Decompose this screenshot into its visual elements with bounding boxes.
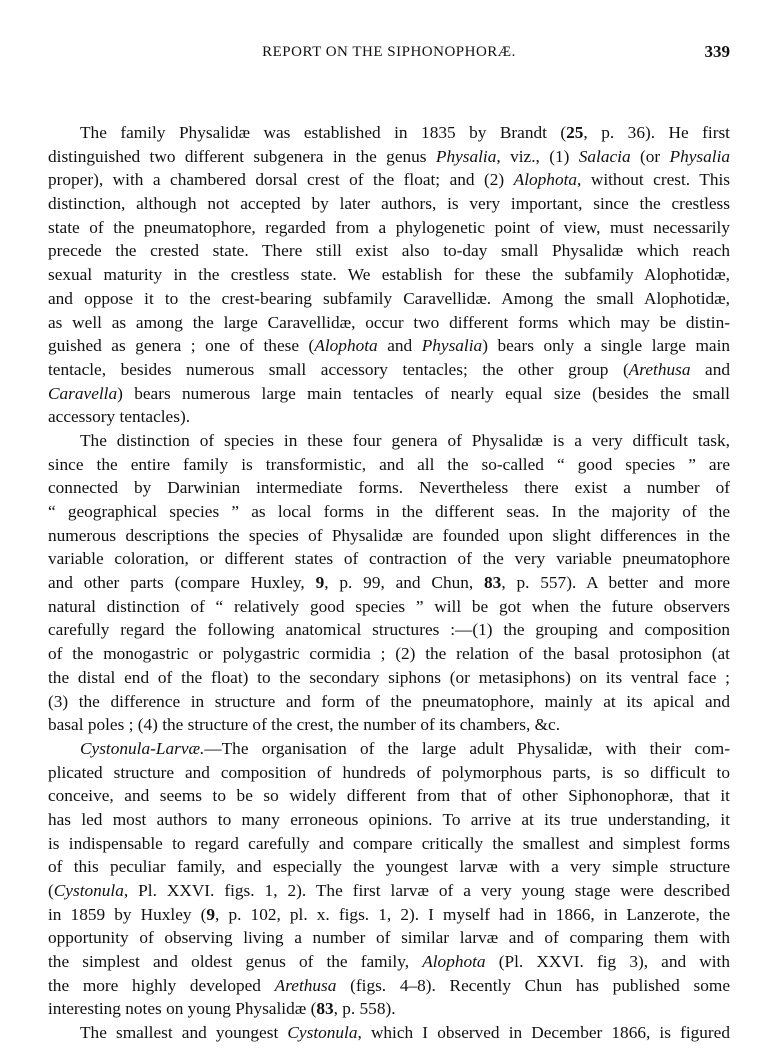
text-line: [48, 974, 730, 998]
text-run: of this peculiar family, and especially the youngest larvæ with a very simple structure: [48, 857, 730, 877]
text-line: [48, 500, 730, 524]
text-run: (Pl. XXVI. fig 3), and with: [485, 952, 730, 972]
reference-number: 9: [206, 904, 216, 924]
italic-term: Physalia: [669, 146, 731, 166]
text-run: numerous descriptions the species of Physalidæ are founded upon slight differences in the: [48, 525, 730, 545]
text-run: as well as among the large Caravellidæ, occur two different forms which may be distin-: [48, 312, 730, 332]
text-line: [48, 571, 730, 595]
text-line: [48, 216, 730, 240]
reference-number: 25: [566, 123, 584, 142]
text-run: natural distinction of “ relatively good species ” will be got when the future observers: [48, 596, 730, 616]
text-run: interesting notes on young Physalidæ (: [48, 999, 317, 1019]
text-line: [48, 950, 730, 974]
running-header: [48, 42, 730, 66]
text-run: accessory tentacles).: [48, 407, 191, 427]
text-run: , p. 102, pl. x. figs. 1, 2). I myself had in 1866, in Lanzerote, the: [215, 904, 730, 924]
paragraph: [48, 1021, 730, 1045]
text-line: [48, 855, 730, 879]
running-title: REPORT ON THE SIPHONOPHORÆ.: [262, 44, 516, 60]
text-line: [48, 287, 730, 311]
text-run: is indispensable to regard carefully and compare critically the smallest and simplest forms: [48, 833, 730, 853]
text-line: [48, 832, 730, 856]
text-run: carefully regard the following anatomical structures :—(1) the grouping and composition: [48, 620, 730, 640]
text-run: guished as genera ; one of these (: [48, 336, 315, 356]
text-line: [48, 121, 730, 145]
text-run: basal poles ; (4) the structure of the crest, the number of its chambers, &c.: [48, 715, 561, 735]
paragraph: [48, 121, 730, 429]
text-run: in 1859 by Huxley (: [48, 904, 207, 924]
italic-term: Alophota: [513, 170, 578, 190]
text-line: [48, 642, 730, 666]
text-run: and other parts (compare Huxley,: [48, 573, 316, 593]
text-run: and: [690, 359, 730, 379]
text-line: [48, 761, 730, 785]
text-line: [48, 737, 730, 761]
text-line: [48, 784, 730, 808]
text-line: [48, 405, 730, 429]
text-run: of the monogastric or polygastric cormidia ; (2) the relation of the basal protosiphon (at: [48, 644, 730, 664]
text-line: [48, 382, 730, 406]
text-line: [48, 192, 730, 216]
text-run: distinction, although not accepted by later authors, is very important, since the crestless: [48, 194, 730, 214]
text-run: connected by Darwinian intermediate forms. Nevertheless there exist a number of: [48, 478, 730, 498]
italic-term: Arethusa: [274, 975, 337, 995]
text-run: plicated structure and composition of hundreds of polymorphous parts, is so difficult to: [48, 762, 730, 782]
text-run: sexual maturity in the crestless state. We establish for these the subfamily Alophotidæ,: [48, 265, 730, 285]
text-run: (: [48, 881, 54, 900]
text-line: [48, 429, 730, 453]
text-line: [48, 997, 730, 1021]
text-run: (3) the difference in structure and form of the pneumatophore, mainly at its apical and: [48, 691, 730, 711]
text-run: , without crest. This: [577, 170, 730, 190]
text-run: has led most authors to many erroneous opinions. To arrive at its true understanding, it: [48, 809, 730, 829]
text-line: [48, 239, 730, 263]
text-line: [48, 903, 730, 927]
text-line: [48, 311, 730, 335]
text-line: [48, 618, 730, 642]
text-run: , p. 36). He first: [583, 123, 730, 142]
paragraph: [48, 737, 730, 1021]
text-run: “ geographical species ” as local forms in the different seas. In the majority of the: [48, 502, 730, 521]
text-line: [48, 926, 730, 950]
text-run: The distinction of species in these four genera of Physalidæ is a very difficult task,: [80, 430, 730, 450]
text-run: and oppose it to the crest-bearing subfamily Caravellidæ. Among the small Alophotidæ,: [48, 288, 730, 308]
text-line: [48, 145, 730, 169]
italic-term: Physalia: [435, 146, 497, 166]
paragraph: [48, 429, 730, 737]
text-line: [48, 263, 730, 287]
text-run: precede the crested state. There still exist also to-day small Physalidæ which reach: [48, 241, 730, 261]
italic-term: Cystonula-Larvæ.: [80, 738, 205, 758]
text-line: [48, 476, 730, 500]
text-line: [48, 666, 730, 690]
text-run: distinguished two different subgenera in the genus: [48, 146, 436, 166]
text-run: variable coloration, or different states of contraction of the very variable pneumatophore: [48, 549, 730, 569]
text-line: [48, 808, 730, 832]
text-run: tentacle, besides numerous small accessory tentacles; the other group (: [48, 359, 629, 379]
text-run: , Pl. XXVI. figs. 1, 2). The first larvæ of a very young stage were described: [123, 881, 730, 900]
text-run: opportunity of observing living a number of similar larvæ and of comparing them with: [48, 928, 730, 948]
text-line: [48, 547, 730, 571]
text-run: state of the pneumatophore, regarded from a phylogenetic point of view, must necessarily: [48, 217, 730, 237]
italic-term: Cystonula: [287, 1023, 358, 1043]
italic-term: Physalia: [421, 336, 483, 356]
text-run: ) bears numerous large main tentacles of nearly equal size (besides the small: [117, 383, 730, 403]
text-run: proper), with a chambered dorsal crest of the float; and (2): [48, 170, 514, 190]
reference-number: 9: [315, 573, 325, 593]
reference-number: 83: [316, 999, 334, 1019]
reference-number: 83: [484, 573, 502, 593]
text-run: , p. 558).: [333, 999, 396, 1019]
text-run: , p. 557). A better and more: [501, 573, 730, 593]
text-run: , viz., (1): [496, 146, 579, 166]
text-line: [48, 713, 730, 737]
text-run: The smallest and youngest: [80, 1023, 288, 1043]
text-line: [48, 1021, 730, 1045]
text-line: [48, 453, 730, 477]
italic-term: Caravella: [48, 383, 118, 403]
text-line: [48, 595, 730, 619]
text-run: and: [377, 336, 422, 356]
italic-term: Salacia: [578, 146, 631, 166]
text-line: [48, 690, 730, 714]
text-line: [48, 168, 730, 192]
text-run: the simplest and oldest genus of the family,: [48, 952, 423, 972]
text-line: [48, 358, 730, 382]
text-line: [48, 524, 730, 548]
text-run: , which I observed in December 1866, is figured: [357, 1023, 730, 1043]
text-run: , p. 99, and Chun,: [324, 573, 485, 593]
text-run: The family Physalidæ was established in 1835 by Brandt (: [80, 123, 567, 142]
text-line: [48, 879, 730, 903]
italic-term: Cystonula: [53, 881, 124, 900]
text-run: conceive, and seems to be so widely different from that of other Siphonophoræ, that it: [48, 786, 730, 806]
text-run: (figs. 4–8). Recently Chun has published some: [336, 975, 730, 995]
body-text: [48, 121, 730, 1045]
text-run: the more highly developed: [48, 975, 275, 995]
text-line: [48, 334, 730, 358]
italic-term: Alophota: [314, 336, 378, 356]
text-run: (or: [630, 146, 670, 166]
italic-term: Alophota: [422, 952, 486, 972]
text-run: —The organisation of the large adult Physalidæ, with their com-: [204, 738, 730, 758]
italic-term: Arethusa: [628, 359, 691, 379]
page-number: 339: [704, 42, 730, 61]
text-run: ) bears only a single large main: [482, 336, 731, 356]
text-run: since the entire family is transformistic, and all the so-called “ good species ” are: [48, 454, 730, 474]
text-run: the distal end of the float) to the secondary siphons (or metasiphons) on its ventral face ;: [48, 667, 730, 687]
